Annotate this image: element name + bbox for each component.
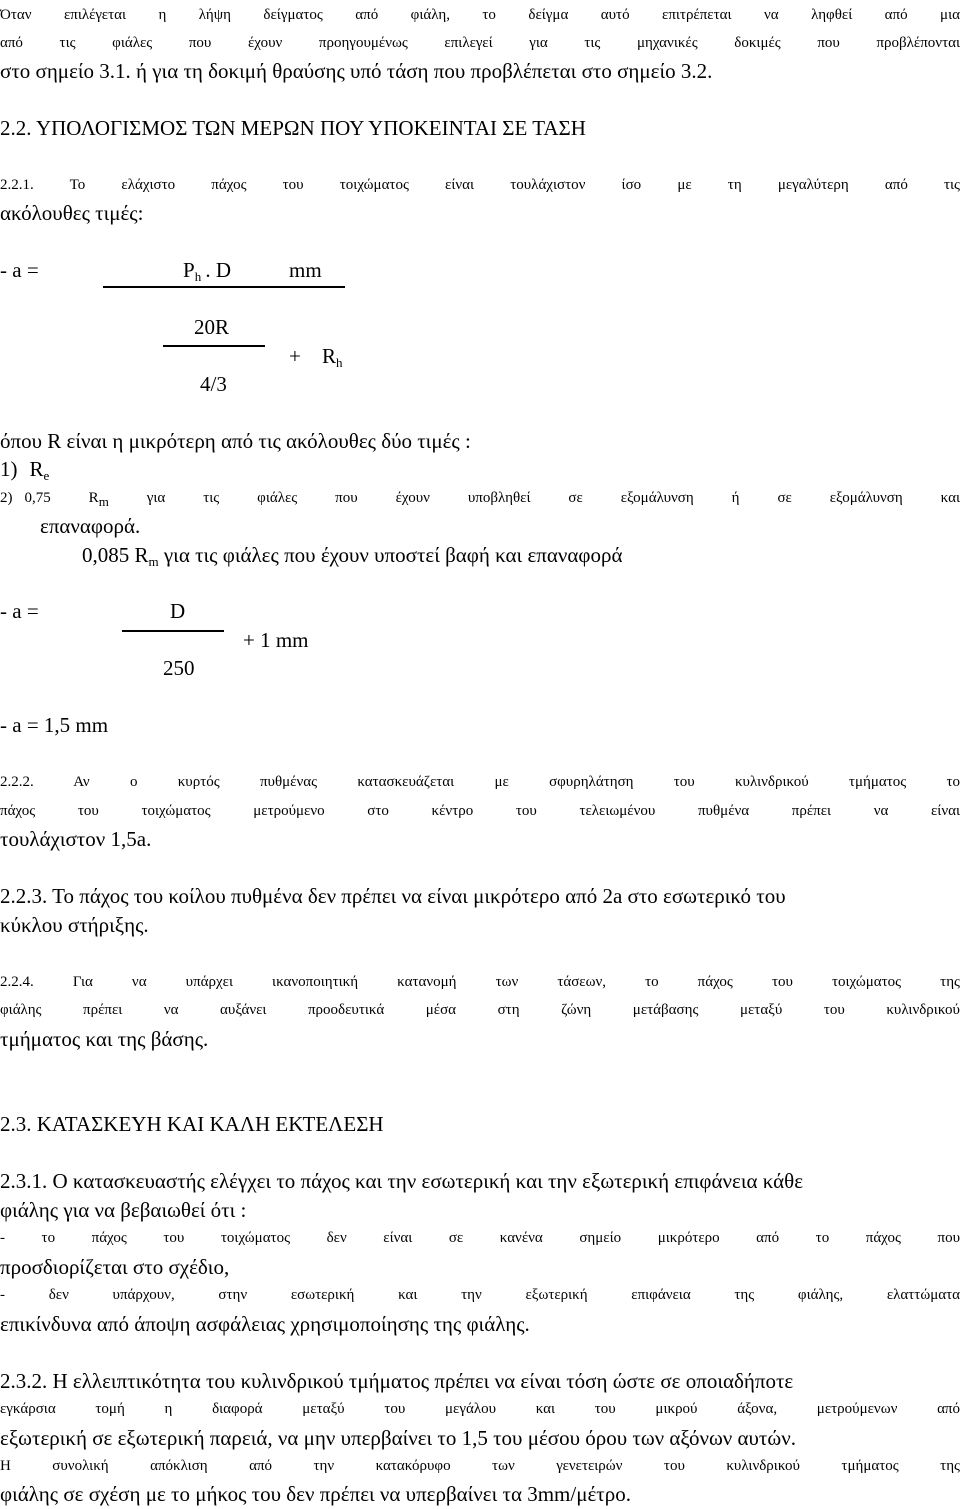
para-2-2-4-line-1: 2.2.4. Για να υπάρχει ικανοποιητική κατανομή των τάσεων, το πάχος του τοιχώματος της [0,974,960,990]
bullet-1-line-1: - το πάχος του τοιχώματος δεν είναι σε κανένα σημείο μικρότερο από το πάχος που [0,1230,960,1246]
bullet-1-line-2: προσδιορίζεται στο σχέδιο, [0,1255,230,1279]
formula-1-numerator: $P_h$ . D [183,258,232,284]
para-2-3-2-line-4: Η συνολική απόκλιση από την κατακόρυφο των γενετειρών του κυλινδρικού τμήματος της [0,1458,960,1474]
formula-1-prefix: - a = [0,258,39,282]
formula-3: - a = 1,5 mm [0,713,109,737]
formula-2-numerator: D [170,599,186,623]
formula-2-denominator: 250 [163,656,195,680]
para-2-3-2-line-1: 2.3.2. Η ελλειπτικότητα του κυλινδρικού τμήματος πρέπει να είναι τόση ώστε σε οποιαδήποτε [0,1369,794,1393]
para-2-2-4-line-3: τμήματος και της βάσης. [0,1027,209,1051]
para-2-2-2-line-1: 2.2.2. Αν ο κυρτός πυθμένας κατασκευάζεται με σφυρηλάτηση του κυλινδρικού τμήματος το [0,774,960,790]
intro-line-2: από τις φιάλες που έχουν προηγουμένως επιλεγεί για τις μηχανικές δοκιμές που προβλέπονται [0,35,960,51]
where-line: όπου R είναι η μικρότερη από τις ακόλουθες δύο τιμές : [0,429,471,453]
para-2-3-2-line-3: εξωτερική σε εξωτερική παρειά, να μην υπερβαίνει το 1,5 του μέσου όρου των αξόνων αυτών. [0,1426,796,1450]
para-2-2-3-line-1: 2.2.3. Το πάχος του κοίλου πυθμένα δεν πρέπει να είναι μικρότερο από 2a στο εσωτερικό του [0,884,786,908]
para-2-3-1-line-2: φιάλης για να βεβαιωθεί ότι : [0,1198,247,1222]
where-item-1: 1) $R_e$ [0,457,50,483]
section-heading-2-2: 2.2. ΥΠΟΛΟΓΙΣΜΟΣ ΤΩΝ ΜΕΡΩΝ ΠΟΥ ΥΠΟΚΕΙΝΤΑΙ ΣΕ ΤΑΣΗ [0,116,586,140]
formula-2-fraction-bar [122,630,224,632]
formula-1-fraction-bar [103,286,345,288]
formula-1-inner-numerator: 20R [194,315,230,339]
intro-line-3: στο σημείο 3.1. ή για τη δοκιμή θραύσης υπό τάση που προβλέπεται στο σημείο 3.2. [0,59,713,83]
para-2-3-1-line-1: 2.3.1. Ο κατασκευαστής ελέγχει το πάχος και την εσωτερική και την εξωτερική επιφάνεια κάθε [0,1169,804,1193]
formula-1-plus: + [289,344,301,368]
para-2-2-1-line-1: 2.2.1. Το ελάχιστο πάχος του τοιχώματος είναι τουλάχιστον ίσο με τη μεγαλύτερη από τις [0,177,960,193]
where-item-3: 0,085 $R_m$ για τις φιάλες που έχουν υποστεί βαφή και επαναφορά [82,543,623,569]
formula-2-prefix: - a = [0,599,39,623]
formula-1-inner-fraction-bar [163,345,265,347]
where-item-2-line-2: επαναφορά. [40,514,141,538]
para-2-2-1-line-2: ακόλουθες τιμές: [0,201,144,225]
formula-1-rh: $R_h$ [322,344,343,370]
intro-line-1: Όταν επιλέγεται η λήψη δείγματος από φιάλη, το δείγμα αυτό επιτρέπεται να ληφθεί από μια [0,7,960,23]
para-2-2-2-line-3: τουλάχιστον 1,5a. [0,827,152,851]
bullet-2-line-1: - δεν υπάρχουν, στην εσωτερική και την εξωτερική επιφάνεια της φιάλης, ελαττώματα [0,1287,960,1303]
where-item-2-line-1: 2) 0,75 $R_m$ για τις φιάλες που έχουν υποβληθεί σε εξομάλυνση ή σε εξομάλυνση και [0,490,960,509]
para-2-3-2-line-2: εγκάρσια τομή η διαφορά μεταξύ του μεγάλου και του μικρού άξονα, μετρούμενων από [0,1401,960,1417]
para-2-2-2-line-2: πάχος του τοιχώματος μετρούμενο στο κέντρο του τελειωμένου πυθμένα πρέπει να είναι [0,803,960,819]
formula-1-unit: mm [289,258,322,282]
bullet-2-line-2: επικίνδυνα από άποψη ασφάλειας χρησιμοποίησης της φιάλης. [0,1312,530,1336]
para-2-2-4-line-2: φιάλης πρέπει να αυξάνει προοδευτικά μέσα στη ζώνη μετάβασης μεταξύ του κυλινδρικού [0,1002,960,1018]
formula-1-inner-denominator: 4/3 [200,372,227,396]
formula-2-plus: + 1 mm [243,628,309,652]
para-2-2-3-line-2: κύκλου στήριξης. [0,913,149,937]
para-2-3-2-line-5: φιάλης σε σχέση με το μήκος του δεν πρέπει να υπερβαίνει τα 3mm/μέτρο. [0,1482,631,1506]
section-heading-2-3: 2.3. ΚΑΤΑΣΚΕΥΗ ΚΑΙ ΚΑΛΗ ΕΚΤΕΛΕΣΗ [0,1112,384,1136]
